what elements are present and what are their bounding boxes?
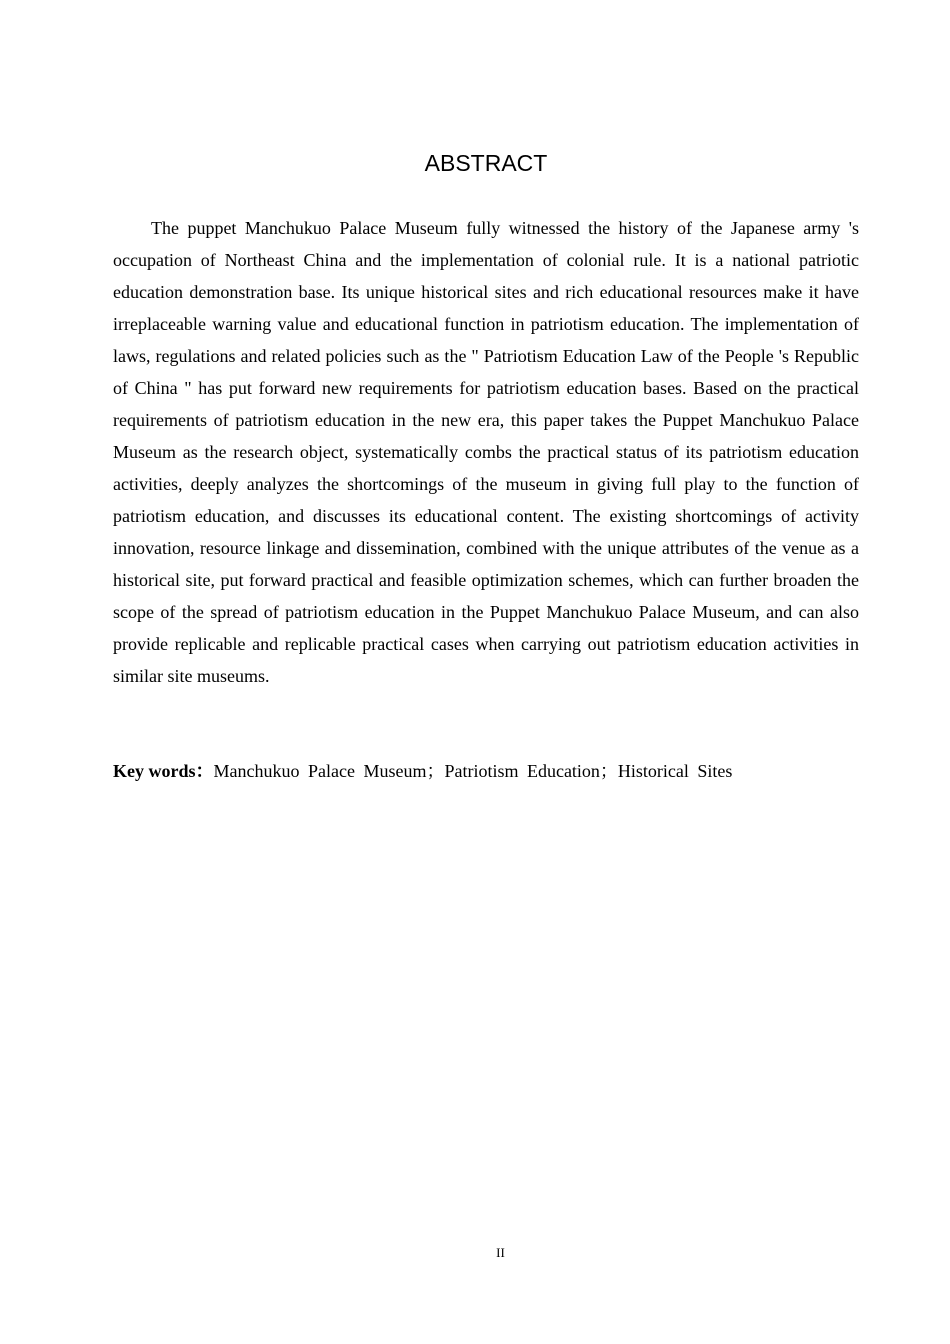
page-number: II [496, 1245, 505, 1260]
abstract-body: The puppet Manchukuo Palace Museum fully witnessed the history of the Japanese army 's occupation of Northeast China and the implementation of colonial rule. It is a national patriotic education demonstration base. Its unique historical sites and rich educational resources make it have irreplaceable warning value and educational function in patriotism education. The implementation of laws, regulations and related policies such as the " Patriotism Education Law of the People 's Republic of China " has put forward new requirements for patriotism education bases. Based on the practical requirements of patriotism education in the new era, this paper takes the Puppet Manchukuo Palace Museum as the research object, systematically combs the practical status of its patriotism education activities, deeply analyzes the shortcomings of the museum in giving full play to the function of patriotism education, and discusses its educational content. The existing shortcomings of activity innovation, resource linkage and dissemination, combined with the unique attributes of the venue as a historical site, put forward practical and feasible optimization schemes, which can further broaden the scope of the spread of patriotism education in the Puppet Manchukuo Palace Museum, and can also provide replicable and replicable practical cases when carrying out patriotism education activities in similar site museums. [113, 218, 859, 686]
keywords-line [113, 755, 859, 787]
keywords-values: Manchukuo Palace Museum；Patriotism Education；Historical Sites [213, 761, 733, 781]
abstract-title: ABSTRACT [424, 150, 548, 176]
keywords-label: Key words： [113, 761, 214, 781]
